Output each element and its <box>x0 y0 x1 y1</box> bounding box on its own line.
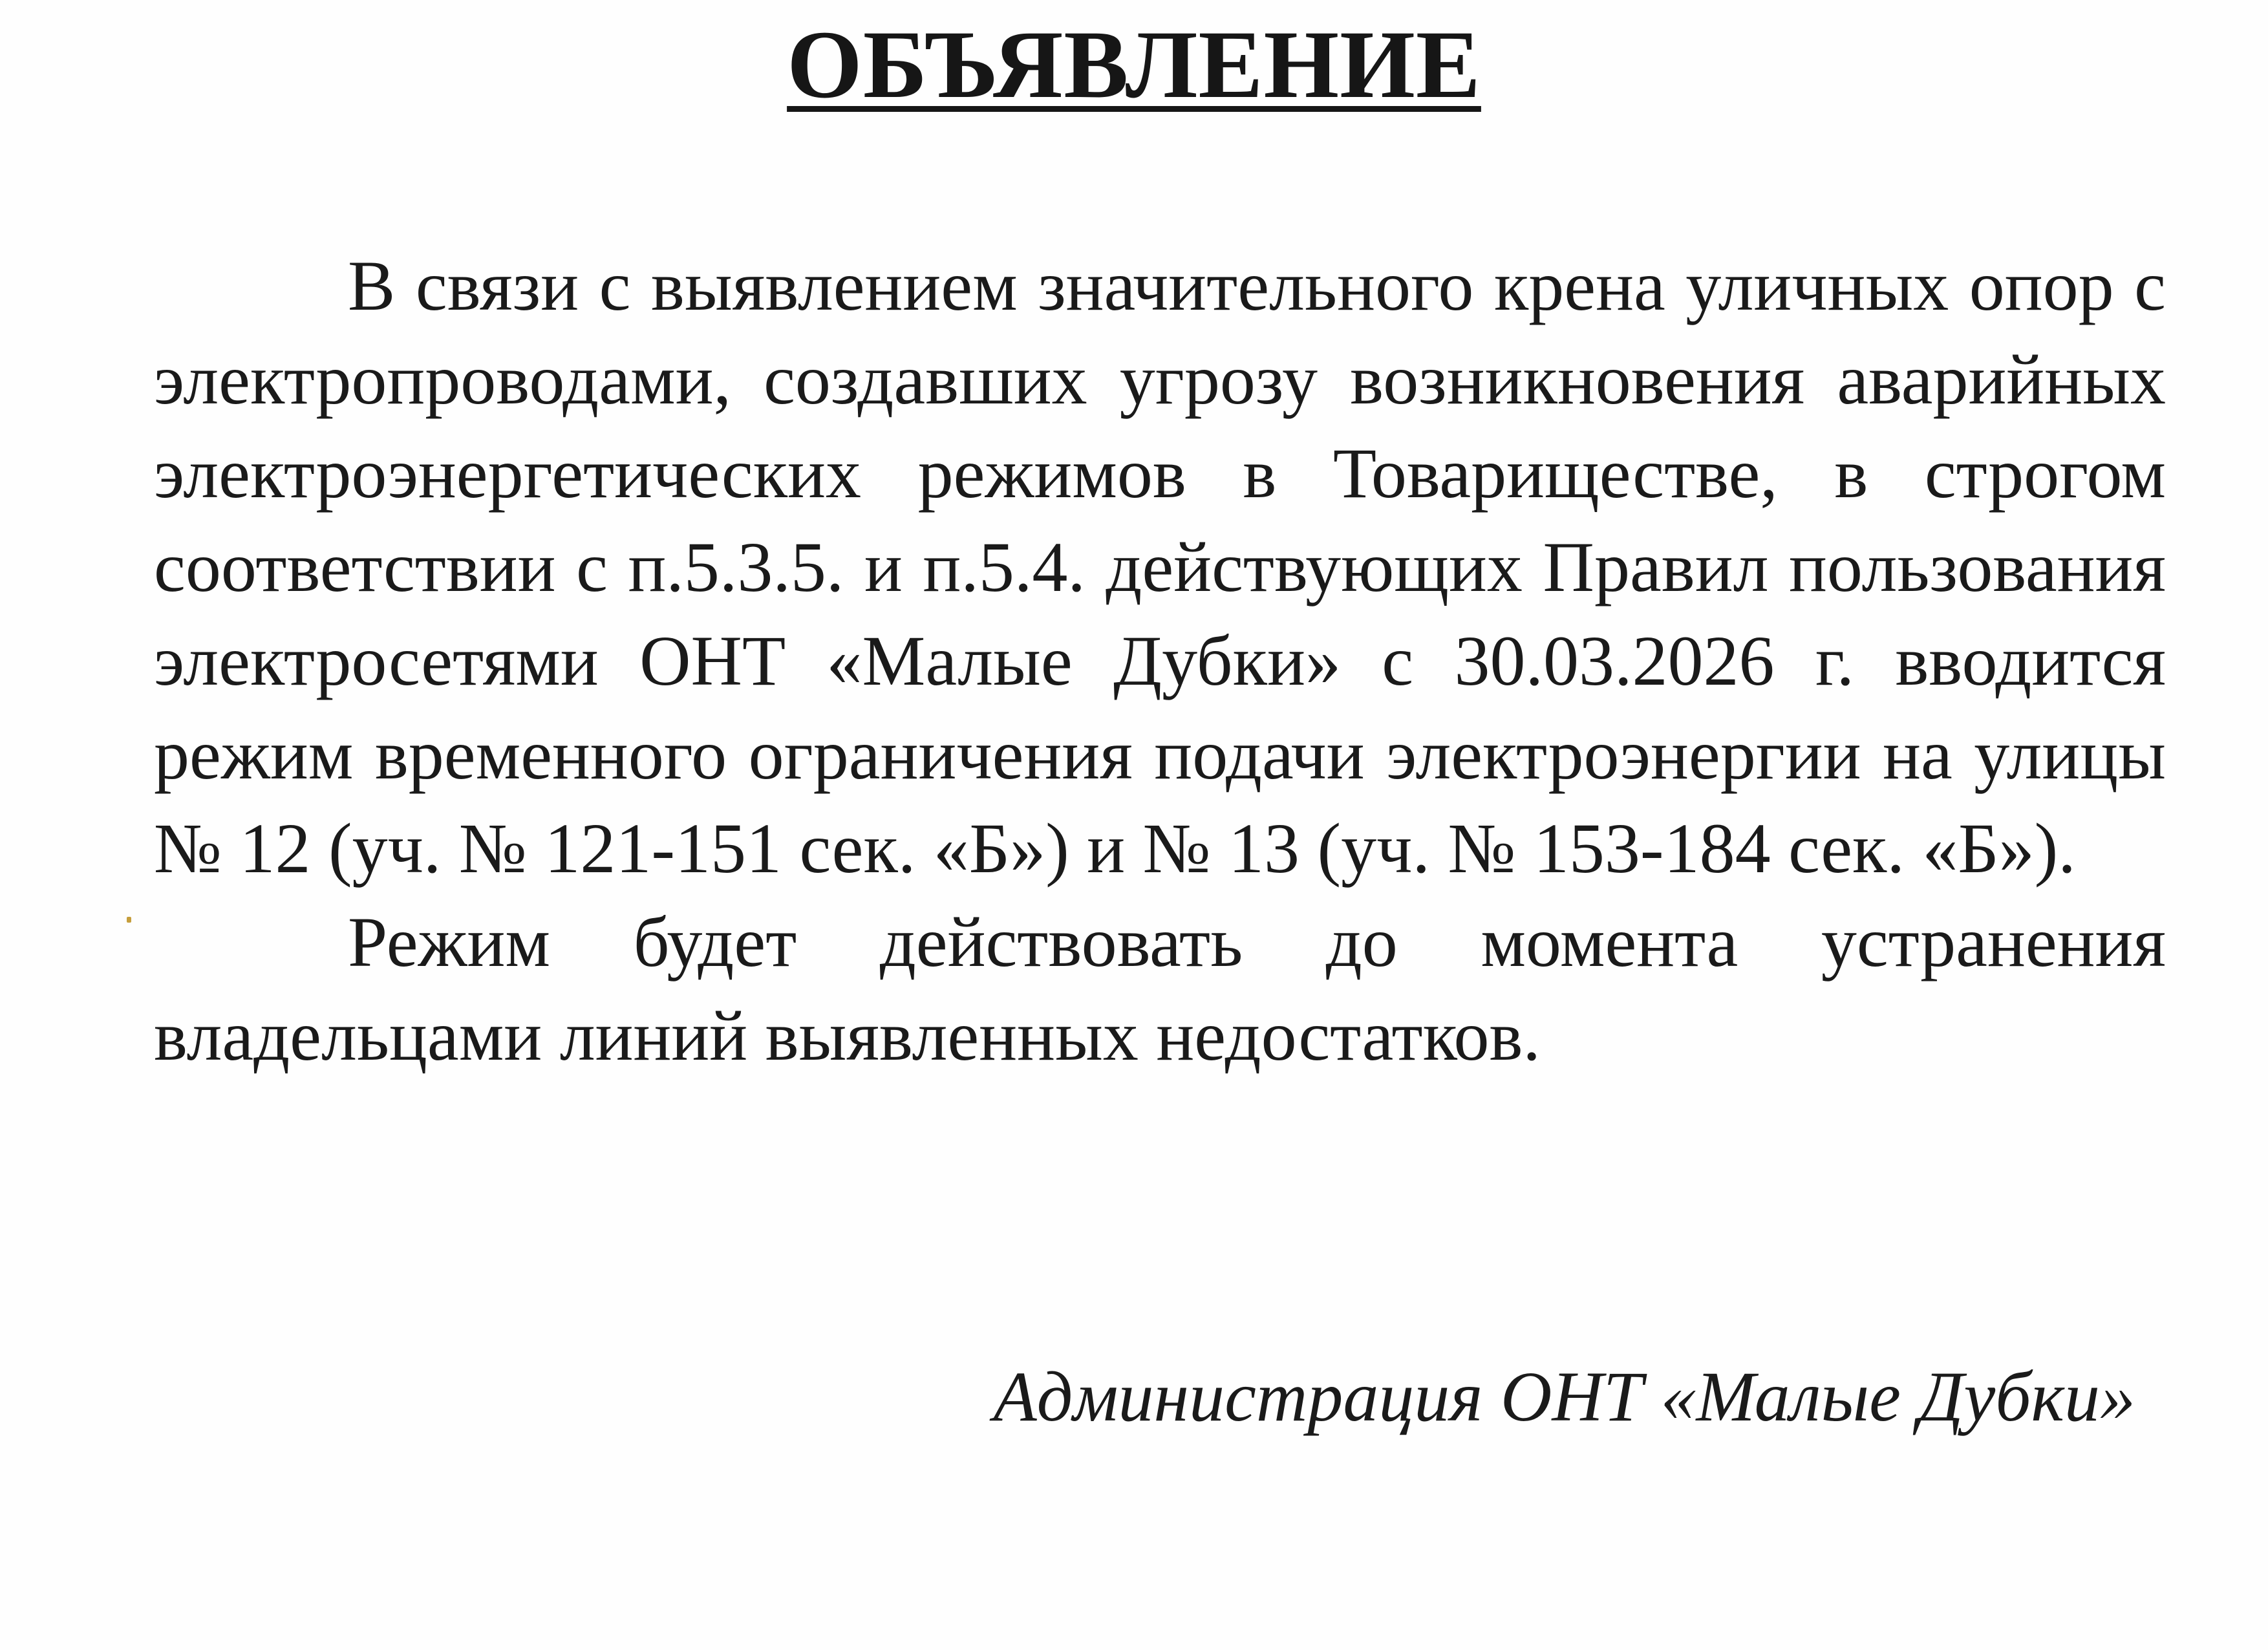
notice-signature: Администрация ОНТ «Малые Дубки» <box>993 1357 2135 1436</box>
notice-paragraph-1: В связи с выявлением значительного крена уличных опор с электропроводами, создавших угрозу возникновения аварийных электроэнергетических режимов в Товариществе, в строгом соответствии с п.5.3.5. и п.5.4. действующих Правил пользования электросетями ОНТ «Малые Дубки» с 30.03.2026 г. вводится режим временного ограничения подачи электроэнергии на улицы № 12 (уч. № 121-151 сек. «Б») и № 13 (уч. № 153-184 сек. «Б»). <box>154 246 2166 888</box>
scan-speck <box>127 917 131 923</box>
notice-body <box>154 239 2166 1083</box>
notice-title: ОБЪЯВЛЕНИЕ <box>787 11 1481 118</box>
notice-paragraph-2: Режим будет действовать до момента устранения владельцами линий выявленных недостатков. <box>154 903 2166 1075</box>
